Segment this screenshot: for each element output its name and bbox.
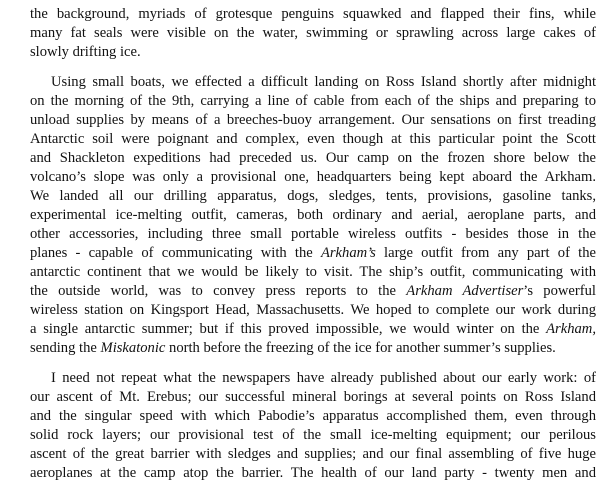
text-line: aeroplanes at the camp atop the barrier. The health of our land party - twenty men and (30, 465, 596, 481)
text-line: sending the Miskatonic north before the freezing of the ice for another summer’s supplies. (30, 340, 556, 356)
text-line: planes - capable of communicating with the Arkham’s large outfit from any part of the (30, 245, 596, 261)
text-line: our ascent of Mt. Erebus; our successful mineral borings at several points on Ross Island (30, 389, 596, 405)
text-line: and the singular speed with which Pabodie’s apparatus accomplished them, even through (30, 408, 596, 424)
text-line: I need not repeat what the newspapers have already published about our early work: of (51, 370, 596, 386)
text-line: other accessories, including three small portable wireless outfits - besides those in the (30, 226, 596, 242)
text-line: Antarctic soil were poignant and complex, even though at this particular point the Scott (30, 131, 596, 147)
text-line: antarctic continent that we would be likely to visit. The ship’s outfit, communicating with (30, 264, 596, 280)
text-line: ascent of the great barrier with sledges and supplies; and our final assembling of five huge (30, 446, 596, 462)
text-line: Using small boats, we effected a difficult landing on Ross Island shortly after midnight (51, 74, 596, 90)
text-line: the outside world, was to convey press reports to the Arkham Advertiser’s powerful (30, 283, 596, 299)
text-line: volcano’s slope was only a provisional one, headquarters being kept aboard the Arkham. (30, 169, 596, 185)
text-line: many fat seals were visible on the water, swimming or sprawling across large cakes of (30, 25, 596, 41)
text-line: unload supplies by means of a breeches-buoy arrangement. Our sensations on first treading (30, 112, 596, 128)
text-line: slowly drifting ice. (30, 44, 141, 60)
text-line: wireless station on Kingsport Head, Massachusetts. We hoped to complete our work during (30, 302, 596, 318)
text-line: the background, myriads of grotesque penguins squawked and flapped their fins, while (30, 6, 596, 22)
text-line: We landed all our drilling apparatus, dogs, sledges, tents, provisions, gasoline tanks, (30, 188, 596, 204)
text-line: solid rock layers; our provisional test of the small ice-melting equipment; our perilous (30, 427, 596, 443)
document-page (30, 0, 596, 481)
text-line: and Shackleton expeditions had preceded us. Our camp on the frozen shore below the (30, 150, 596, 166)
text-line: on the morning of the 9th, carrying a line of cable from each of the ships and preparing to (30, 93, 596, 109)
text-line: a single antarctic summer; but if this proved impossible, we would winter on the Arkham, (30, 321, 596, 337)
text-line: experimental ice-melting outfit, cameras, both ordinary and aerial, aeroplane parts, and (30, 207, 596, 223)
